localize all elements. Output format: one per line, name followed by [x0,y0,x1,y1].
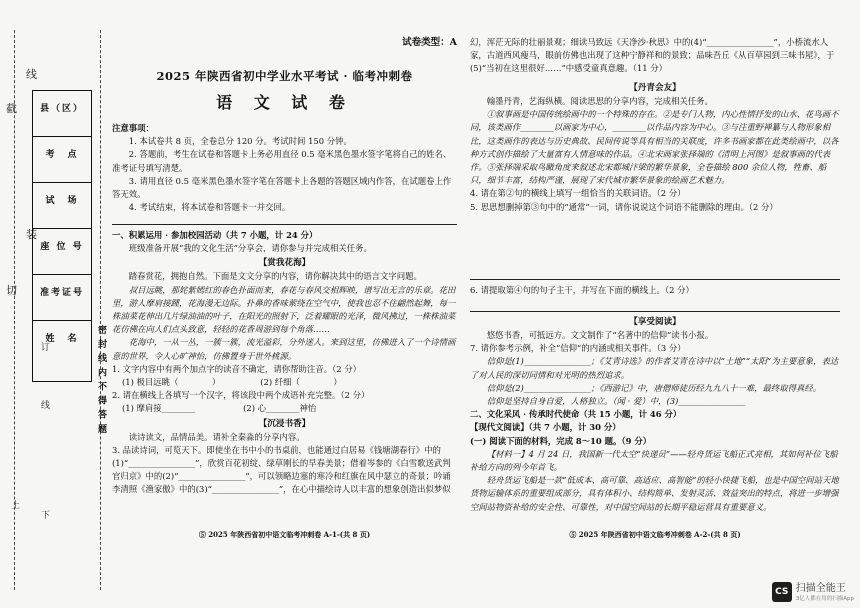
part1-intro: 班级准备开展“我的文化生活”分享会，请你参与并完成相关任务。 [128,243,372,254]
seal-line [100,30,101,590]
watermark-sub: 3亿人都在用的扫描App [795,595,854,602]
camscanner-logo-icon: CS [772,582,792,602]
answer-line-q6[interactable] [470,311,840,312]
reading-passage: 叔目远眺，那姹紫嫣红的春色扑面而来，春花与春风交相辉映，谱写出无言的乐章。花田里，游人摩肩接踵，花海漫无边际。扑鼻的香味萦绕在空气中，使我也忍不住翩然起舞，每一株油菜花伸出几片绿油油的叶子，在阳光的照射下，泛着耀眼的光泽，微风拂过，一株株油菜花仿佛在向人们点头致意，轻轻的花香周游到每个角落…… [112,284,456,335]
field-county[interactable]: 县（区） [33,91,91,137]
q1-answer-2[interactable]: (2) 纤细（ ） [260,377,342,388]
sub-heading-books: 【沉浸书香】 [258,418,311,429]
binding-mark-ding: 订 [39,342,49,351]
q2-answer-1[interactable]: (1) 摩肩接________ [122,403,196,414]
field-name[interactable]: 姓 名 [45,334,79,344]
candidate-info-table [32,90,92,382]
sub1-intro: 踏春赏花，拥抱自然。下面是文文分享的内容，请你解决其中的语言文字问题。 [128,271,422,282]
part1 [112,229,457,497]
part1-heading: 一、积累运用 · 参加校园活动（共 7 小题，计 24 分） [112,230,318,240]
notice-item: 3. 请用直径 0.5 毫米黑色墨水签字笔在答题卡上各题的答题区域内作答，在试题卷上作答无效。 [112,175,452,200]
binding-mark-xian: 线 [39,400,49,409]
notice-head: 注意事项： [112,123,154,133]
material-1: 【材料一】4 月 24 日，我国新一代太空“快递员”——轻舟货运飞船正式亮相，其如何补位飞船补给方向的列今年首飞。 [470,448,838,473]
sub-a-heading: (一) 阅读下面的材料，完成 8～10 题。（9 分） [470,435,652,446]
question-4: 4. 请在第②句的横线上填写一组恰当的关联词语。（2 分） [470,188,686,199]
question-6: 6. 请提取第④句的句子主干，并写在下面的横线上。（2 分） [470,285,694,295]
q3-continued-text: 幻，浑茫无际的壮丽景观；细读马致远《天净沙·秋思》中的(4)“________________”，小桥流水人家，古道西风瘦马，眼前仿佛也出现了这种宁静祥和的景致；品味吾丘《从百草园到三味书屋》，于(5)“当初在这里很好……”中感受童真意趣。（11 分） [470,37,835,74]
binding-strip [0,30,105,590]
q3-continued [470,36,840,76]
binding-mark-cut: 截 [6,102,17,115]
paper-type: 试卷类型：A [402,37,457,48]
binding-mark-qie: 切 [6,284,17,297]
footer-right: ⑤ 2025 年陕西省初中语文临考冲刺卷 A-2-(共 8 页) [569,530,741,539]
scanner-watermark [772,582,854,602]
sub2-intro: 读诗读文，品情品美。请补全秦淼的分享内容。 [128,431,305,442]
subject-title: 语 文 试 卷 [216,93,353,112]
watermark-name: 扫描全能王 [795,582,846,594]
sub-heading-painting: 【丹青会友】 [629,83,681,93]
field-admission-number[interactable]: 准考证号 [33,275,91,321]
q6-block [470,284,840,297]
notices [112,122,457,214]
answer-line-q5[interactable] [470,279,840,280]
q1-answer-1[interactable]: (1) 极目远眺（ ） [122,377,221,388]
exam-title: 2025 年陕西省初中学业水平考试 · 临考冲刺卷 [156,69,413,83]
seal-warning: 密 封 线 内 不 得 答 题 [96,325,106,434]
q2-answer-2[interactable]: (2) 心________神怡 [243,403,317,414]
notice-item: 2. 答题前，考生在试卷和答题卡上务必用直径 0.5 毫米黑色墨水签字笔将自己的姓名、准考证号填写清楚。 [112,149,452,173]
part2-heading: 二、文化采风 · 传承时代使命（共 15 小题，计 46 分） [470,409,682,420]
page-left [112,30,457,560]
painting-section [470,82,840,214]
footer-left: ⑤ 2025 年陕西省初中语文临考冲刺卷 A-1-(共 8 页) [198,530,371,539]
field-exam-site[interactable]: 考 点 [33,137,91,183]
modern-reading-heading: 【现代文阅读】（共 7 小题，计 30 分） [470,422,621,433]
binding-mark-fold: 装 [26,228,37,241]
q7-item-2[interactable]: 信仰是(2)________________；《西游记》中，唐僧师徒历经九九八十一难，最终取得真经。 [486,382,822,393]
page-right [470,30,840,560]
notice-item: 4. 考试结束，将本试卷和答题卡一并交回。 [128,202,291,213]
notice-item: 1. 本试卷共 8 页，全卷总分 120 分。考试时间 150 分钟。 [128,136,352,147]
divider [112,224,457,225]
painting-passage: ①叙事画是中国传统绘画中的一个特殊的存在。②是专门人物，内心性情抒发的山水、花鸟画不同，该类画作________以画家为中心，________以作品内容为中心。③与注重野禅纂与人物形象相比，这类画作的表达与历史典故、民间传说等具有相当的关联度，许多书画家都在此类绘画中，以各种方式创作描绘了大量富有人情意味的作品。④北宋画家张择端的《清明上河图》是叙事画的代表作。⑤张择端采取鸟瞰角度来叙述北宋都城汴梁的繁华景象，全卷描绘 800 余位人物，牲畜、船只，细节丰富，结构严谨，展现了宋代城市繁华景象的绘画艺术魅力。 [470,109,839,186]
binding-mark-shang: 上 [9,500,19,509]
material-1-cont: 轻舟货运飞船是一款“低成本、高可靠、高适应、高智能”的轻小快捷飞船，也是中国空间站天地货物运输体系的重要组成部分，具有体积小、结构简单、发射灵活、效益突出的特点，将进一步增强空间站物资补给的安全性、可靠性，对中国空间站的长期平稳运营具有重要意义。 [470,475,839,512]
field-seat-number[interactable]: 座 位 号 [33,229,91,275]
question-2: 2. 请在横线上各填写一个汉字，将该段中两个成语补充完整。（2 分） [112,390,370,401]
sub-heading-flowers: 【赏我花海】 [258,258,311,269]
question-7: 7. 请你参考示例，补全“信仰”的内涵或相关事件。（3 分） [470,343,686,354]
question-1: 1. 文字内容中有两个加点字的读音不确定，请你帮助注音。（2 分） [112,363,361,374]
sub4-intro: 悠悠书香，可抵远方。文文制作了“名著中的信仰”读书小报。 [486,330,714,340]
question-5: 5. 思思想删掉第③句中的“通常”一词，请你说说这个词语不能删除的理由。（2 分） [470,201,778,212]
binding-mark-line: 线 [26,68,37,81]
reading-section [470,316,840,514]
reading-passage-2: 花海中，一从一丛，一簇一簇，流光溢彩，分外迷人。来到这里，仿佛进入了一个诗情画意的世界，令人心旷神怡，仿佛置身于世外桃源。 [112,337,456,361]
q7-item-3[interactable]: 信仰是坚持自身自爱，人格独立。（闻 · 爱）中，(3)________________ [486,396,746,407]
question-3: 3. 品读诗词，可览天下。即使坐在书中小的书桌前，也能通过白居易《钱塘湖春行》中的(1)“________________”，欣赏百花初绽、绿草刚长的早春美景；借着岑参的《白雪歌送武判官归京》中的(2)“________________”，可以领略边塞的寒冷和红旗在风中瑟立的奇景；吟诵李清照《渔家傲》中的(3)“________________”，在心中描绘诗人以丰富的想象创造出似梦似 [112,444,451,495]
q7-item-1[interactable]: 信仰是(1)________________；《艾青诗选》的作者艾青在诗中以“土地”“太阳”为主要意象，表达了对人民的深切同情和对光明的热烈追求。 [470,356,839,380]
binding-mark-xia: 下 [39,510,49,519]
sub-heading-reading: 【享受阅读】 [629,317,681,327]
sub3-intro: 翰墨丹青，艺海纵横。阅读思思的分享内容，完成相关任务。 [486,96,713,106]
field-exam-room[interactable]: 试 场 [33,183,91,229]
